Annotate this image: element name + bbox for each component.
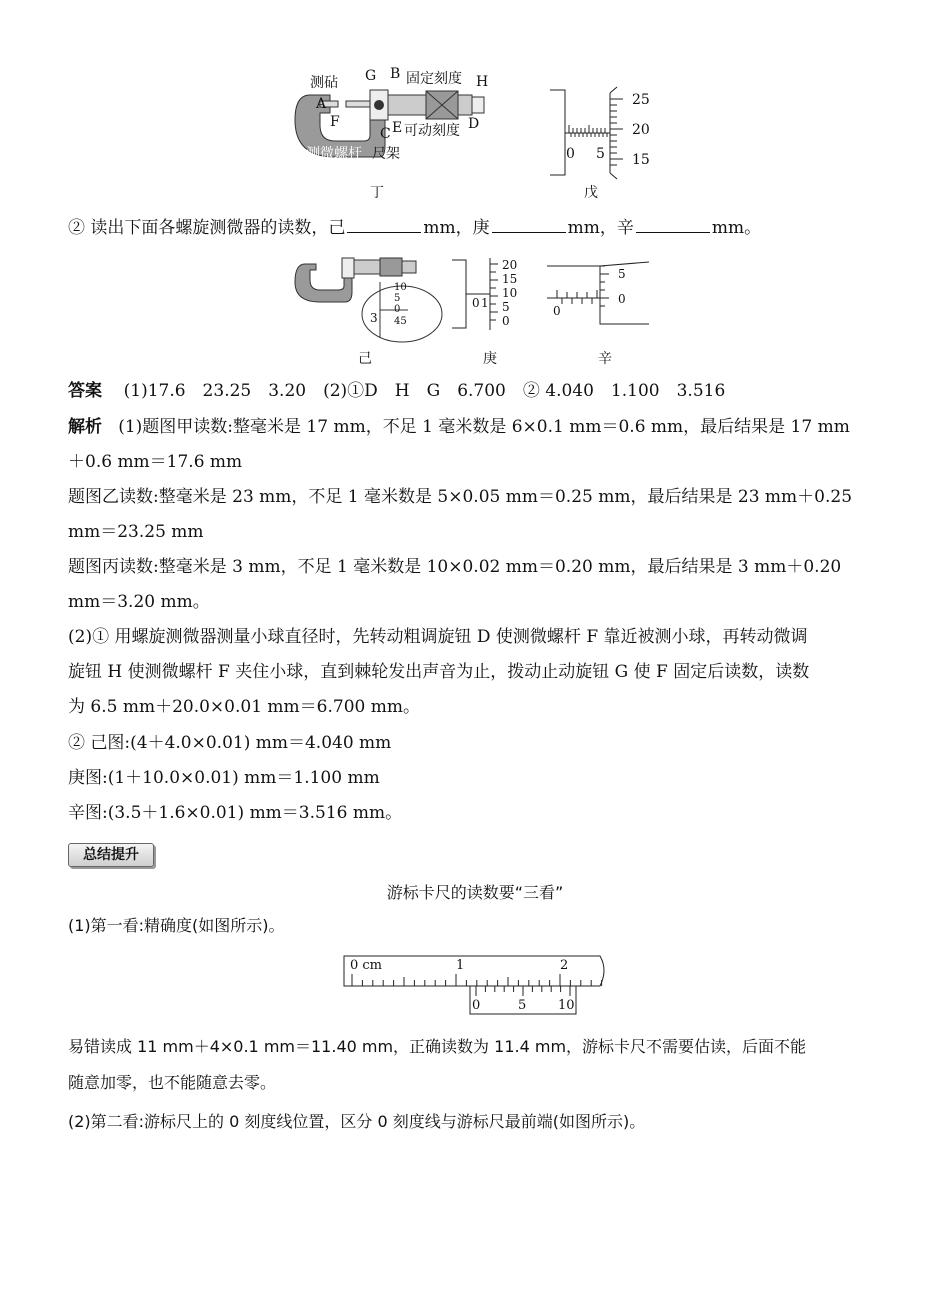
summary-step1: (1)第一看:精确度(如图所示)。 [68, 916, 285, 935]
label-B: B [390, 66, 401, 82]
analysis-line-2: 题图乙读数:整毫米是 23 mm，不足 1 毫米数是 5×0.05 mm＝0.25 mm，最后结果是 23 mm＋0.25 [68, 487, 853, 507]
label-guding: 固定刻度 [406, 71, 462, 87]
label-A: A [316, 96, 327, 112]
wu-label-20: 20 [632, 122, 650, 138]
geng-label-20: 20 [502, 258, 518, 272]
analysis-line-0: 解析 (1)题图甲读数:整毫米是 17 mm，不足 1 毫米数是 6×0.1 mm＝0.6 mm，最后结果是 17 mm [68, 417, 850, 437]
question-2-unit2: mm，辛 [567, 218, 634, 238]
analysis-line-5: mm＝3.20 mm。 [68, 592, 210, 612]
geng-main-1: 1 [481, 296, 489, 310]
question-2-unit3: mm。 [711, 218, 762, 238]
wu-main-5: 5 [596, 146, 605, 162]
label-G: G [365, 68, 377, 84]
geng-main-0: 0 [472, 296, 480, 310]
answer-blank-geng[interactable] [492, 216, 566, 233]
scale-figure-xin [545, 260, 653, 332]
caption-wu: 戊 [584, 185, 598, 201]
caption-ding: 丁 [370, 185, 384, 201]
wu-main-0: 0 [566, 146, 575, 162]
analysis-label: 解析 [68, 417, 102, 437]
analysis-line-1: ＋0.6 mm＝17.6 mm [68, 452, 243, 472]
caliper-vernier-5: 5 [518, 998, 527, 1013]
answer-line [68, 380, 725, 402]
answer-label: 答案 [68, 381, 102, 401]
question-2-line [68, 216, 761, 239]
xin-label-0: 0 [618, 292, 626, 306]
analysis-line-10: 庚图:(1＋10.0×0.01) mm＝1.100 mm [68, 768, 380, 788]
ji-label-10: 10 [394, 282, 407, 293]
label-E: E [392, 120, 403, 136]
ji-label-45: 45 [394, 316, 407, 327]
answer-text: (1)17.6 23.25 3.20 (2)①D H G 6.700 ② 4.040 1.100 3.516 [123, 381, 726, 401]
analysis-line-4: 题图丙读数:整毫米是 3 mm，不足 1 毫米数是 10×0.02 mm＝0.20 mm，最后结果是 3 mm＋0.20 [68, 557, 842, 577]
xin-main-0: 0 [553, 304, 561, 318]
micrometer-figure-ji [290, 252, 445, 344]
geng-label-5: 5 [502, 300, 510, 314]
caliper-main-1: 1 [456, 958, 465, 973]
label-F: F [330, 114, 340, 130]
caliper-vernier-10: 10 [558, 998, 575, 1013]
geng-label-15: 15 [502, 272, 518, 286]
caption-ji: 己 [358, 351, 372, 367]
summary-para-line1: 易错读成 11 mm＋4×0.1 mm＝11.40 mm，正确读数为 11.4 mm，游标卡尺不需要估读，后面不能 [68, 1037, 807, 1056]
analysis-line-11: 辛图:(3.5＋1.6×0.01) mm＝3.516 mm。 [68, 803, 403, 823]
caliper-vernier-0: 0 [472, 998, 481, 1013]
xin-label-5: 5 [618, 267, 626, 281]
answer-blank-ji[interactable] [347, 216, 421, 233]
analysis-line-6: (2)① 用螺旋测微器测量小球直径时，先转动粗调旋钮 D 使测微螺杆 F 靠近被测小球，再转动微调 [68, 627, 808, 647]
summary-step2: (2)第二看:游标尺上的 0 刻度线位置，区分 0 刻度线与游标尺最前端(如图所示)。 [68, 1112, 646, 1131]
geng-label-10: 10 [502, 286, 518, 300]
caption-geng: 庚 [483, 351, 497, 367]
question-2-prefix: ② 读出下面各螺旋测微器的读数，己 [68, 218, 346, 238]
question-2-unit1: mm，庚 [423, 218, 490, 238]
summary-badge: 总结提升 [68, 843, 154, 867]
answer-blank-xin[interactable] [636, 216, 710, 233]
label-cezhen: 测砧 [310, 75, 338, 91]
summary-para-line2: 随意加零，也不能随意去零。 [68, 1073, 277, 1092]
label-D: D [468, 116, 480, 132]
label-C: C [380, 126, 391, 142]
label-H: H [476, 74, 489, 90]
caliper-main-0cm: 0 cm [350, 958, 383, 973]
analysis-line-9: ② 己图:(4＋4.0×0.01) mm＝4.040 mm [68, 733, 392, 753]
geng-label-0: 0 [502, 314, 510, 328]
analysis-line-8: 为 6.5 mm＋20.0×0.01 mm＝6.700 mm。 [68, 697, 420, 717]
ji-label-0: 0 [394, 304, 401, 315]
analysis-line-7: 旋钮 H 使测微螺杆 F 夹住小球，直到棘轮发出声音为止，拨动止动旋钮 G 使 F 固定后读数，读数 [68, 662, 810, 682]
label-chijia: 尺架 [372, 146, 400, 162]
caption-xin: 辛 [598, 351, 612, 367]
label-kedong: 可动刻度 [404, 123, 460, 139]
label-lugan: 测微螺杆 [306, 146, 362, 162]
wu-label-25: 25 [632, 92, 650, 108]
caliper-main-2: 2 [560, 958, 569, 973]
ji-label-5: 5 [394, 293, 401, 304]
analysis-line-3: mm＝23.25 mm [68, 522, 204, 542]
summary-title: 游标卡尺的读数要“三看” [386, 883, 564, 902]
wu-label-15: 15 [632, 152, 650, 168]
ji-label-3: 3 [370, 311, 378, 325]
